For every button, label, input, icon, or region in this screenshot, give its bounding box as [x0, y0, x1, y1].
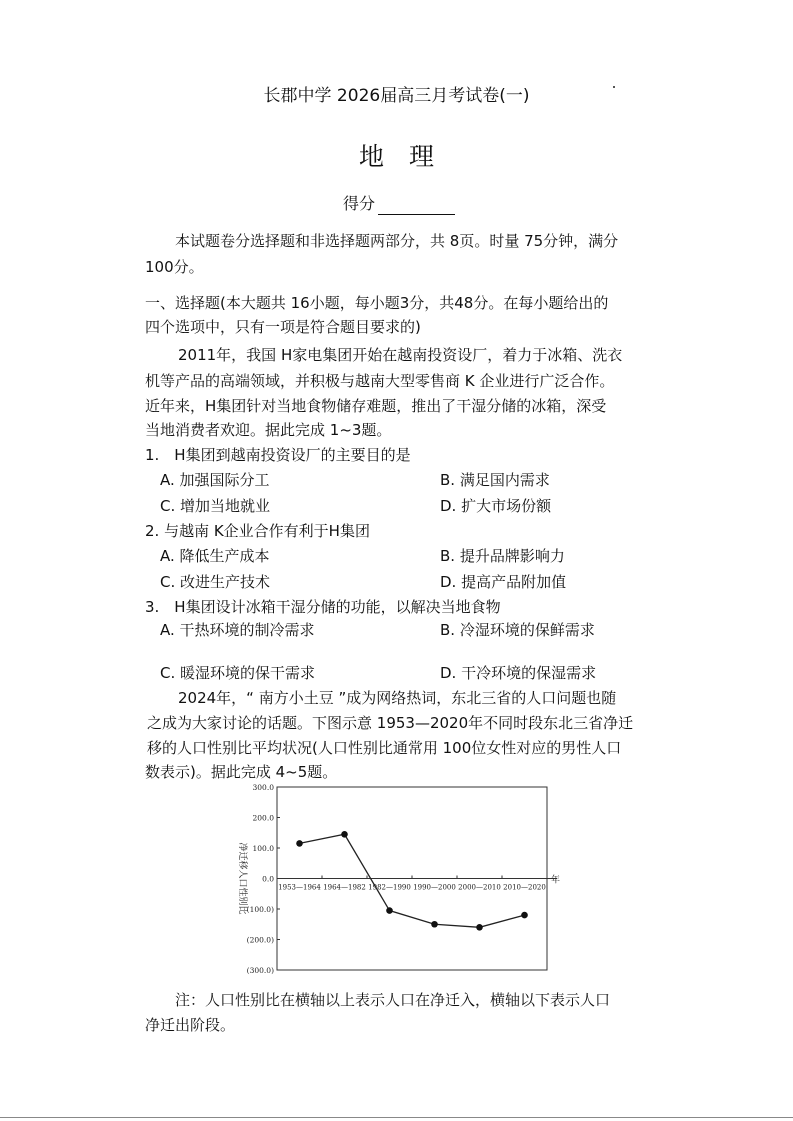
- section-heading-line-1: 一、选择题(本大题共 16小题，每小题3分，共48分。在每小题给出的: [145, 294, 609, 312]
- x-tick-label: 1953—1964: [278, 883, 321, 892]
- exam-title: 长郡中学 2026届高三月考试卷(一): [263, 86, 530, 106]
- question-3-option-a: A. 干热环境的制冷需求: [160, 621, 315, 639]
- question-3-stem: 3. H集团设计冰箱干湿分储的功能，以解决当地食物: [145, 598, 501, 616]
- y-tick-label: (200.0): [246, 935, 274, 945]
- y-tick-label: 300.0: [252, 783, 274, 792]
- x-tick-label: 2010—2020: [503, 883, 546, 892]
- data-point: [431, 921, 438, 928]
- chart-note-line-2: 净迁出阶段。: [145, 1016, 236, 1034]
- y-axis-label: 净迁移人口性别比: [237, 842, 247, 915]
- question-1-stem: 1. H集团到越南投资设厂的主要目的是: [145, 446, 411, 464]
- x-tick-label: 1990—2000: [413, 883, 456, 892]
- y-tick-label: (300.0): [246, 966, 274, 975]
- section-heading-line-2: 四个选项中，只有一项是符合题目要求的): [145, 318, 421, 336]
- x-tick-label: 1964—1982: [323, 883, 366, 892]
- y-tick-label: 100.0: [252, 844, 274, 853]
- passage2-line-4: 数表示)。据此完成 4~5题。: [145, 763, 338, 781]
- data-point: [476, 924, 483, 931]
- passage2-line-1: 2024年，“ 南方小土豆 ”成为网络热词，东北三省的人口问题也随: [178, 689, 617, 707]
- score-label: 得分: [343, 194, 376, 213]
- page-bottom-rule: [0, 1117, 793, 1118]
- passage1-line-4: 当地消费者欢迎。据此完成 1~3题。: [145, 421, 392, 439]
- question-2-option-d: D. 提高产品附加值: [440, 573, 567, 591]
- question-1-option-b: B. 满足国内需求: [440, 471, 550, 489]
- x-axis-labels: [278, 876, 547, 892]
- passage1-line-2: 机等产品的高端领域，并积极与越南大型零售商 K 企业进行广泛合作。: [145, 372, 615, 390]
- y-axis-ticks: [247, 783, 280, 975]
- chart-note-line-1: 注：人口性别比在横轴以上表示人口在净迁入，横轴以下表示人口: [175, 991, 611, 1009]
- series-line: [300, 834, 525, 927]
- subject-title: 地 理: [358, 142, 434, 171]
- question-3-option-d: D. 干冷环境的保湿需求: [440, 664, 597, 682]
- score-blank-line: [378, 214, 455, 215]
- x-tick-label: 2000—2010: [458, 883, 501, 892]
- data-point: [521, 912, 528, 919]
- question-2-stem: 2. 与越南 K企业合作有利于H集团: [145, 522, 370, 540]
- y-tick-label: 200.0: [252, 813, 274, 823]
- question-2-option-c: C. 改进生产技术: [160, 573, 271, 591]
- intro-line-1: 本试题卷分选择题和非选择题两部分，共 8页。时量 75分钟，满分: [175, 232, 619, 250]
- question-1-option-c: C. 增加当地就业: [160, 497, 271, 515]
- question-1-option-a: A. 加强国际分工: [160, 471, 270, 489]
- passage1-line-3: 近年来，H集团针对当地食物储存难题，推出了干湿分储的冰箱，深受: [145, 397, 607, 415]
- passage2-line-3: 移的人口性别比平均状况(人口性别比通常用 100位女性对应的男性人口: [147, 739, 622, 757]
- question-3-option-c: C. 暖湿环境的保干需求: [160, 664, 316, 682]
- data-point: [341, 831, 348, 838]
- data-point: [386, 907, 393, 914]
- question-2-option-a: A. 降低生产成本: [160, 547, 270, 565]
- data-point: [296, 840, 303, 847]
- x-axis-label: 年: [551, 875, 561, 886]
- question-1-option-d: D. 扩大市场份额: [440, 497, 552, 515]
- question-3-option-b: B. 冷湿环境的保鲜需求: [440, 621, 595, 639]
- migration-sex-ratio-chart: [230, 780, 570, 980]
- question-2-option-b: B. 提升品牌影响力: [440, 547, 565, 565]
- passage1-line-1: 2011年，我国 H家电集团开始在越南投资设厂，着力于冰箱、洗衣: [178, 346, 623, 364]
- passage2-line-2: 之成为大家讨论的话题。下图示意 1953—2020年不同时段东北三省净迁: [147, 714, 634, 732]
- series-markers: [296, 831, 528, 931]
- intro-line-2: 100分。: [145, 258, 204, 276]
- x-tick-label: 1982—1990: [368, 883, 411, 892]
- y-tick-label: (100.0): [246, 905, 274, 914]
- y-tick-label: 0.0: [262, 874, 274, 884]
